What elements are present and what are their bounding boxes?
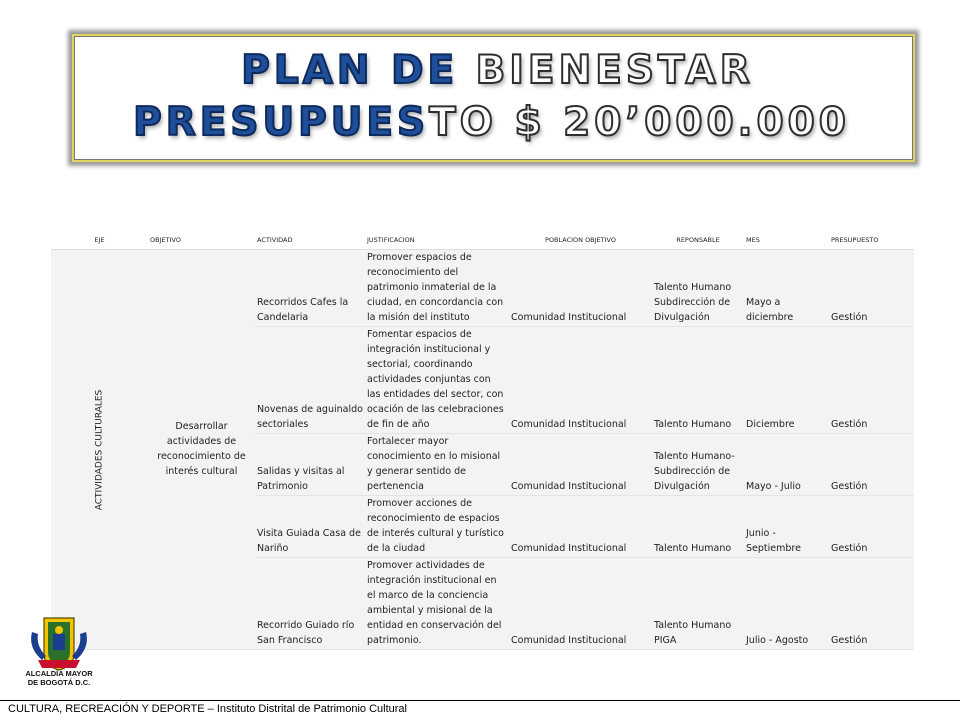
header-eje: EJE (51, 232, 148, 250)
responsable-cell: Talento Humano Subdirección de Divulgación (652, 250, 744, 327)
footer-text: CULTURA, RECREACIÓN Y DEPORTE – Instituto Distrital de Patrimonio Cultural (8, 703, 407, 715)
header-poblacion: POBLACION OBJETIVO (509, 232, 652, 250)
presupuesto-cell: Gestión (829, 496, 914, 558)
mes-cell: Julio - Agosto (744, 558, 829, 650)
responsable-cell: Talento Humano- Subdirección de Divulgación (652, 434, 744, 496)
responsable-cell: Talento Humano (652, 496, 744, 558)
poblacion-cell: Comunidad Institucional (509, 327, 652, 434)
responsable-cell: Talento Humano PIGA (652, 558, 744, 650)
header-responsable: REPONSABLE (652, 232, 744, 250)
presupuesto-cell: Gestión (829, 434, 914, 496)
justificacion-cell: Promover actividades de integración institucional en el marco de la conciencia ambiental y misional de la entidad en conservación del patrimonio. (365, 558, 509, 650)
title-box (72, 34, 915, 162)
actividad-cell: Visita Guiada Casa de Nariño (255, 496, 365, 558)
actividad-cell: Novenas de aguinaldo sectoriales (255, 327, 365, 434)
header-actividad: ACTIVIDAD (255, 232, 365, 250)
title-amount: TO $ 20’000.000 (429, 100, 850, 145)
header-justificacion: JUSTIFICACION (365, 232, 509, 250)
poblacion-cell: Comunidad Institucional (509, 558, 652, 650)
header-objetivo: OBJETIVO (148, 232, 255, 250)
poblacion-cell: Comunidad Institucional (509, 496, 652, 558)
footer-divider (0, 700, 960, 701)
mes-cell: Mayo - Julio (744, 434, 829, 496)
justificacion-cell: Fortalecer mayor conocimiento en lo misional y generar sentido de pertenencia (365, 434, 509, 496)
logo-line-1: ALCALDÍA MAYOR (25, 669, 93, 678)
title-presupues: PRESUPUES (133, 100, 430, 145)
actividad-cell: Salidas y visitas al Patrimonio (255, 434, 365, 496)
header-mes: MES (744, 232, 829, 250)
justificacion-cell: Fomentar espacios de integración institucional y sectorial, coordinando actividades conjuntas con las entidades del sector, con ocación de las celebraciones de fin de año (365, 327, 509, 434)
mes-cell: Mayo a diciembre (744, 250, 829, 327)
actividad-cell: Recorridos Cafes la Candelaria (255, 250, 365, 327)
presupuesto-cell: Gestión (829, 250, 914, 327)
objetivo-cell: Desarrollar actividades de reconocimiento de interés cultural (148, 250, 255, 650)
mes-cell: Diciembre (744, 327, 829, 434)
actividad-cell: Recorrido Guiado río San Francisco (255, 558, 365, 650)
presupuesto-cell: Gestión (829, 327, 914, 434)
justificacion-cell: Promover espacios de reconocimiento del patrimonio inmaterial de la ciudad, en concordancia con la misión del instituto (365, 250, 509, 327)
title-bienestar: BIENESTAR (458, 48, 754, 93)
eje-label: ACTIVIDADES CULTURALES (94, 389, 104, 510)
logo-caption (22, 669, 96, 687)
poblacion-cell: Comunidad Institucional (509, 434, 652, 496)
presupuesto-cell: Gestión (829, 558, 914, 650)
justificacion-cell: Promover acciones de reconocimiento de espacios de interés cultural y turístico de la ciudad (365, 496, 509, 558)
table-header-row (51, 232, 914, 250)
plan-table (51, 232, 914, 650)
eje-cell (51, 250, 148, 650)
header-presupuesto: PRESUPUESTO (829, 232, 914, 250)
table-row (51, 250, 914, 327)
title-plan-de: PLAN DE (241, 48, 459, 93)
mes-cell: Junio - Septiembre (744, 496, 829, 558)
poblacion-cell: Comunidad Institucional (509, 250, 652, 327)
title-line-2 (72, 100, 911, 145)
responsable-cell: Talento Humano (652, 327, 744, 434)
logo-line-2: DE BOGOTÁ D.C. (27, 678, 91, 687)
title-line-1 (78, 48, 917, 93)
